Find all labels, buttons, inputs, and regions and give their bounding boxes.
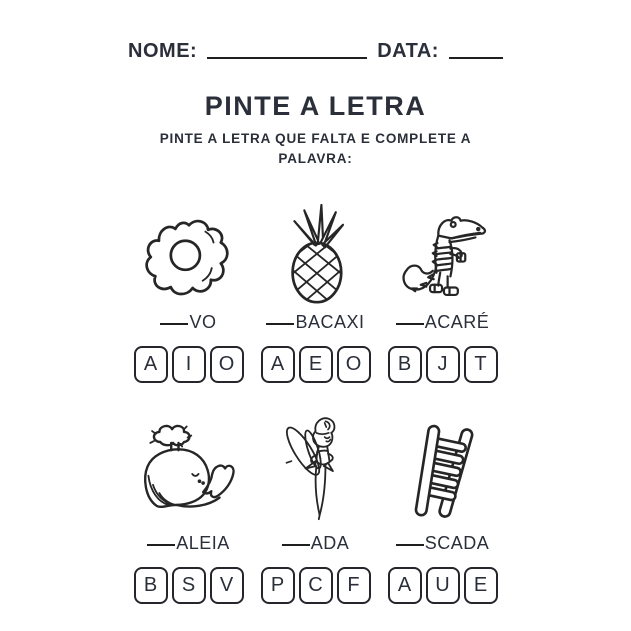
missing-letter-blank: [282, 544, 310, 546]
exercise-item-abacaxi: [252, 192, 379, 383]
letter-option-box[interactable]: O: [337, 346, 371, 383]
word-with-blank: [266, 312, 364, 333]
letter-option-box[interactable]: I: [172, 346, 206, 383]
missing-letter-blank: [147, 544, 175, 546]
word-suffix: ADA: [310, 532, 350, 553]
letter-options: [134, 567, 244, 604]
missing-letter-blank: [266, 323, 294, 325]
letter-option-box[interactable]: C: [299, 567, 333, 604]
letter-option-box[interactable]: O: [210, 346, 244, 383]
word-with-blank: [396, 312, 490, 333]
name-fill-line[interactable]: [207, 57, 367, 59]
fairy-icon: [278, 413, 353, 525]
letter-option-box[interactable]: E: [464, 567, 498, 604]
letter-option-box[interactable]: V: [210, 567, 244, 604]
word-with-blank: [160, 312, 216, 333]
exercise-item-fada: [252, 413, 379, 604]
letter-option-box[interactable]: T: [464, 346, 498, 383]
letter-option-box[interactable]: A: [134, 346, 168, 383]
name-label: NOME:: [128, 40, 198, 62]
letter-options: [261, 346, 371, 383]
letter-option-box[interactable]: P: [261, 567, 295, 604]
ladder-icon: [405, 413, 481, 525]
letter-option-box[interactable]: A: [261, 346, 295, 383]
letter-option-box[interactable]: F: [337, 567, 371, 604]
letter-option-box[interactable]: B: [134, 567, 168, 604]
letter-options: [388, 346, 498, 383]
page-title: PINTE A LETRA: [204, 91, 427, 121]
exercise-item-jacare: [379, 192, 506, 383]
letter-options: [134, 346, 244, 383]
fried-egg-icon: [139, 192, 239, 304]
word-suffix: ALEIA: [176, 532, 230, 553]
exercise-item-ovo: [125, 192, 252, 383]
exercise-item-escada: [379, 413, 506, 604]
missing-letter-blank: [396, 544, 424, 546]
pineapple-icon: [279, 192, 353, 304]
page-instructions: PINTE A LETRA QUE FALTA E COMPLETE A PALAVRA:: [159, 131, 472, 167]
letter-option-box[interactable]: A: [388, 567, 422, 604]
letter-option-box[interactable]: B: [388, 346, 422, 383]
letter-option-box[interactable]: U: [426, 567, 460, 604]
word-suffix: VO: [189, 311, 217, 332]
whale-icon: [132, 413, 246, 525]
word-suffix: BACAXI: [295, 311, 365, 332]
exercise-item-baleia: [125, 413, 252, 604]
exercise-grid: [0, 192, 631, 604]
missing-letter-blank: [396, 323, 424, 325]
header: [0, 0, 631, 63]
word-with-blank: [396, 533, 490, 554]
letter-option-box[interactable]: J: [426, 346, 460, 383]
word-with-blank: [147, 533, 230, 554]
word-suffix: SCADA: [424, 532, 490, 553]
date-fill-line[interactable]: [449, 57, 503, 59]
letter-options: [388, 567, 498, 604]
missing-letter-blank: [160, 323, 188, 325]
letter-options: [261, 567, 371, 604]
date-label: DATA:: [377, 40, 439, 62]
letter-option-box[interactable]: S: [172, 567, 206, 604]
alligator-icon: [392, 192, 494, 304]
word-suffix: ACARÉ: [424, 311, 490, 332]
letter-option-box[interactable]: E: [299, 346, 333, 383]
word-with-blank: [282, 533, 350, 554]
